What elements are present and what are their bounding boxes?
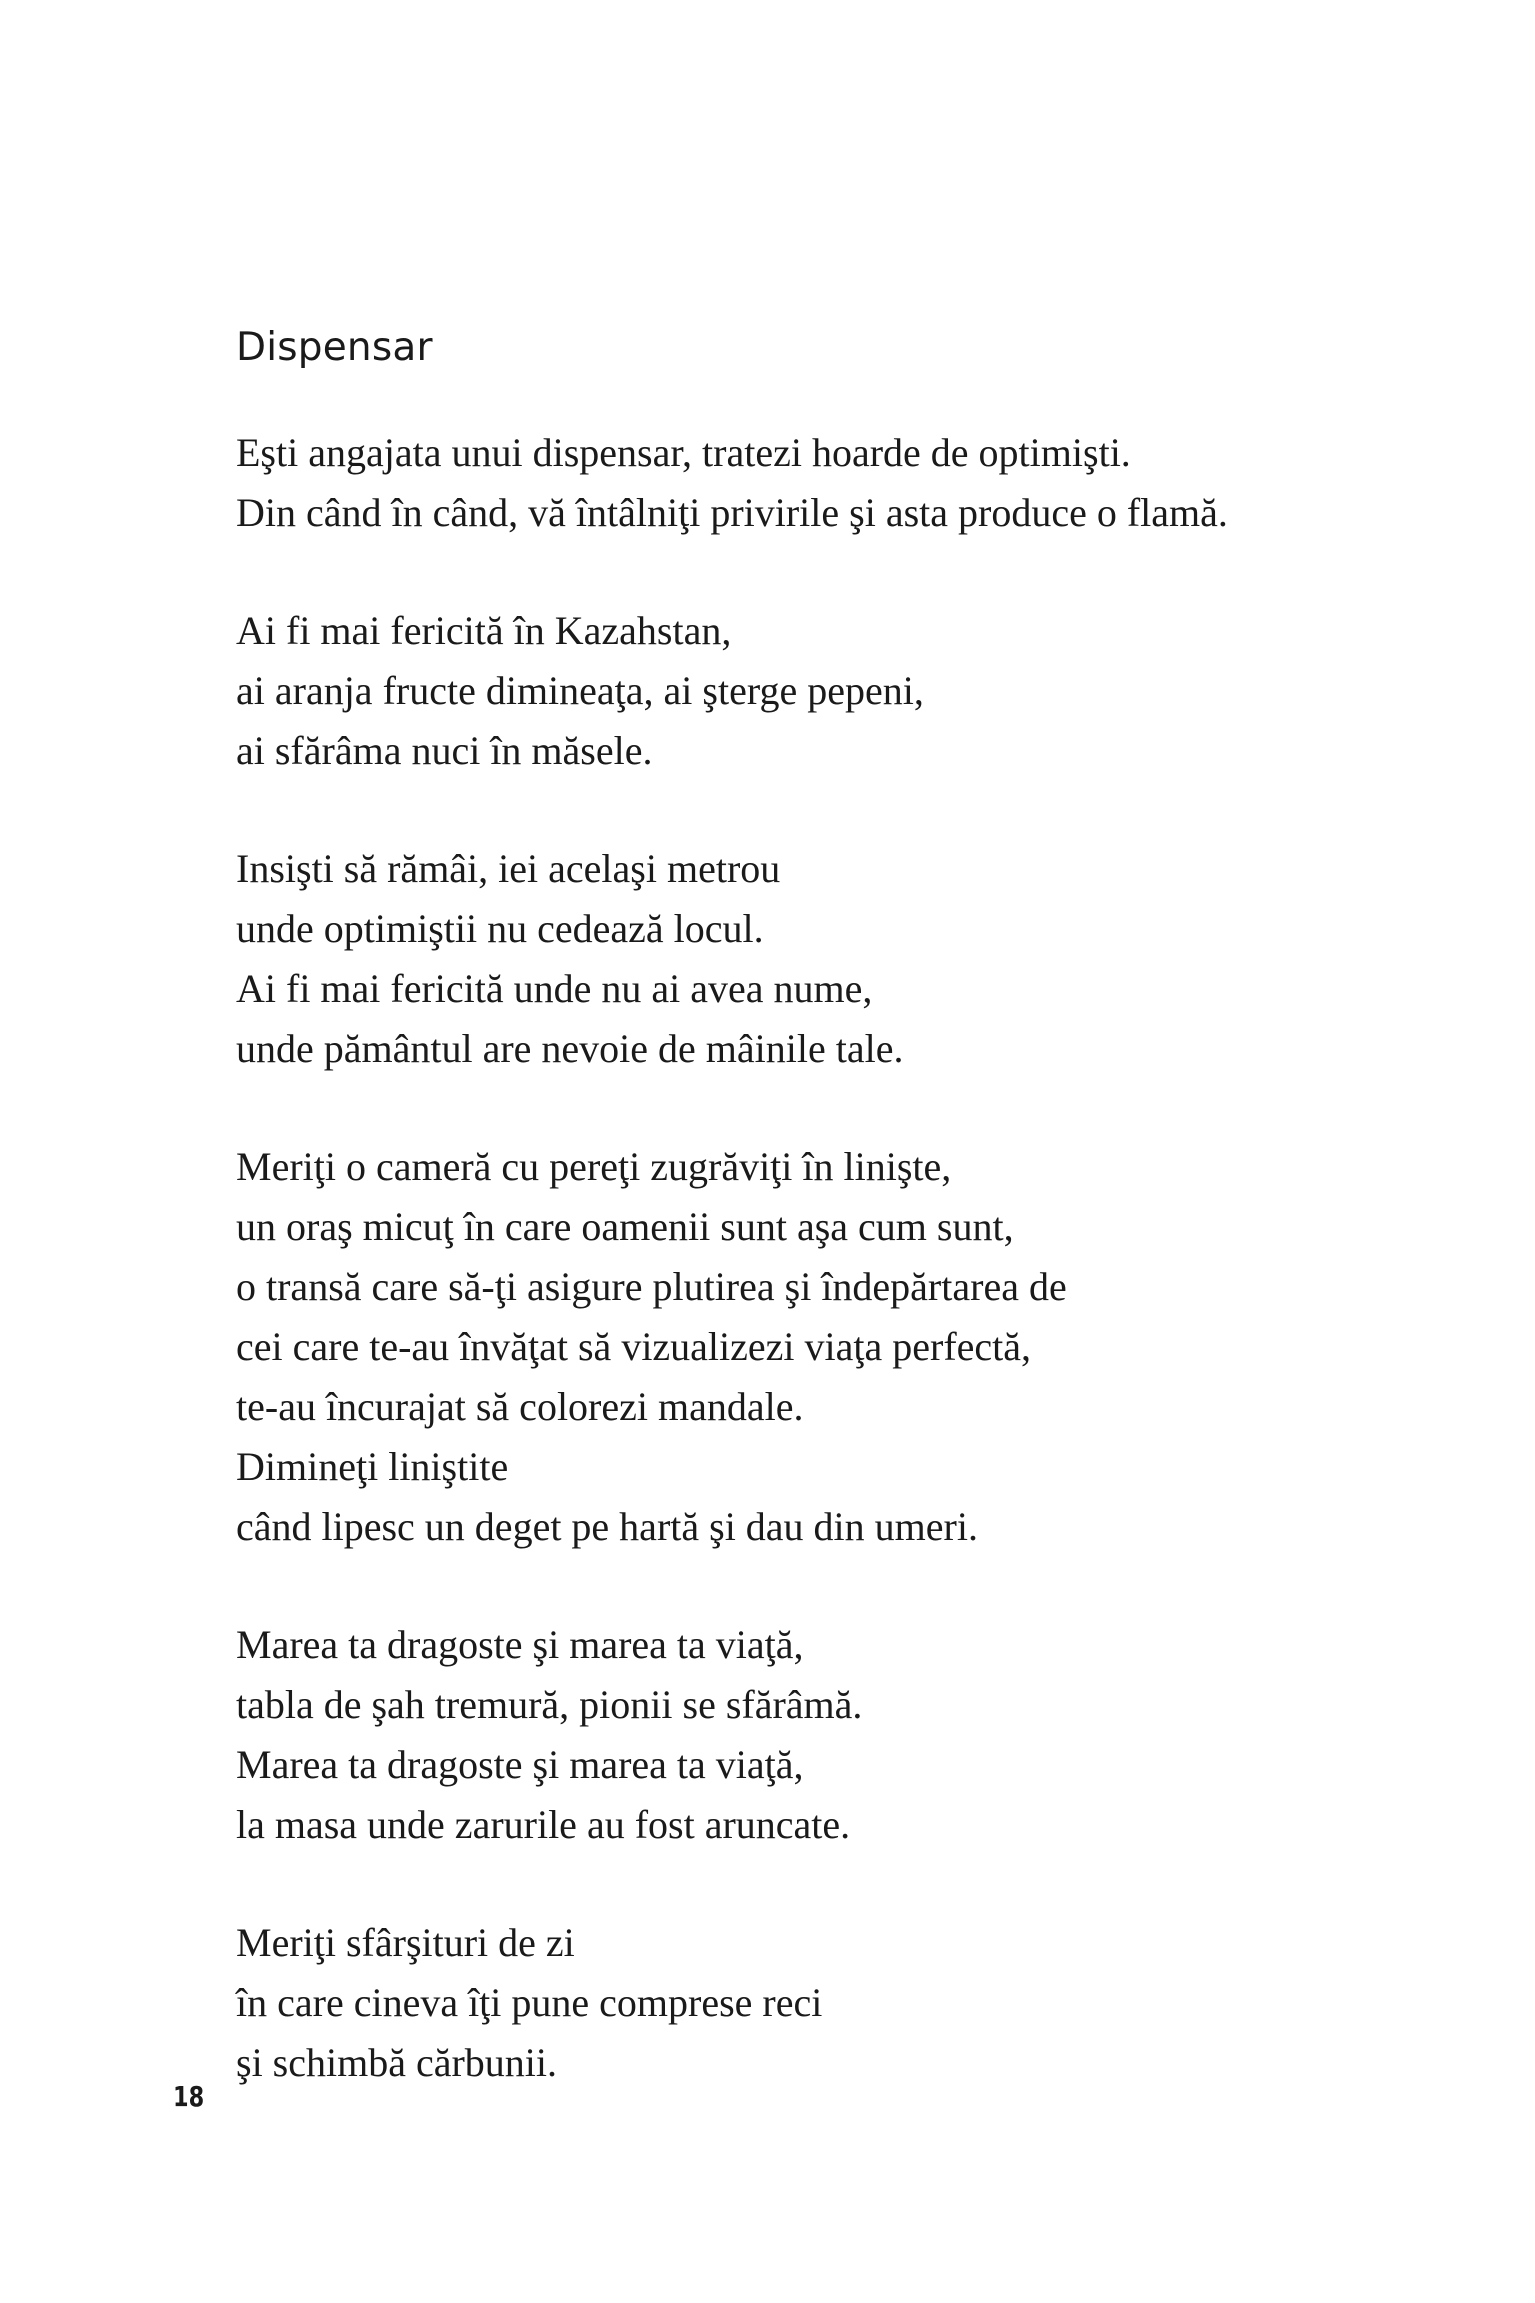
poem-line: ai sfărâma nuci în măsele.	[236, 728, 653, 773]
poem-line: în care cineva îţi pune comprese reci	[236, 1980, 823, 2025]
poem-line: Meriţi o cameră cu pereţi zugrăviţi în linişte,	[236, 1144, 952, 1189]
poem-line: tabla de şah tremură, pionii se sfărâmă.	[236, 1682, 863, 1727]
poem-line: ai aranja fructe dimineaţa, ai şterge pepeni,	[236, 668, 924, 713]
poem-title: Dispensar	[236, 325, 433, 370]
stanza	[236, 601, 1436, 781]
page-number: 18	[173, 2080, 205, 2113]
poem-line: la masa unde zarurile au fost aruncate.	[236, 1802, 851, 1847]
poem-line: Marea ta dragoste şi marea ta viaţă,	[236, 1622, 804, 1667]
stanza	[236, 1615, 1436, 1855]
poem-line: Marea ta dragoste şi marea ta viaţă,	[236, 1742, 804, 1787]
poem-line: unde pământul are nevoie de mâinile tale.	[236, 1026, 904, 1071]
poem-line: şi schimbă cărbunii.	[236, 2040, 558, 2085]
poem-line: când lipesc un deget pe hartă şi dau din umeri.	[236, 1504, 978, 1549]
poem-line: Dimineţi liniştite	[236, 1444, 509, 1489]
poem-body	[236, 423, 1436, 2151]
stanza	[236, 1913, 1436, 2093]
poem-line: un oraş micuţ în care oamenii sunt aşa cum sunt,	[236, 1204, 1014, 1249]
poem-line: te-au încurajat să colorezi mandale.	[236, 1384, 804, 1429]
stanza	[236, 423, 1436, 543]
poem-line: Meriţi sfârşituri de zi	[236, 1920, 575, 1965]
poem-line: Ai fi mai fericită în Kazahstan,	[236, 608, 732, 653]
poem-line: Insişti să rămâi, iei acelaşi metrou	[236, 846, 781, 891]
poem-line: Eşti angajata unui dispensar, tratezi hoarde de optimişti.	[236, 430, 1131, 475]
poem-line: cei care te-au învăţat să vizualizezi viaţa perfectă,	[236, 1324, 1032, 1369]
poem-line: unde optimiştii nu cedează locul.	[236, 906, 764, 951]
poem-line: Din când în când, vă întâlniţi privirile şi asta produce o flamă.	[236, 490, 1228, 535]
stanza	[236, 839, 1436, 1079]
poem-line: Ai fi mai fericită unde nu ai avea nume,	[236, 966, 873, 1011]
stanza	[236, 1137, 1436, 1557]
poem-line: o transă care să-ţi asigure plutirea şi îndepărtarea de	[236, 1264, 1067, 1309]
